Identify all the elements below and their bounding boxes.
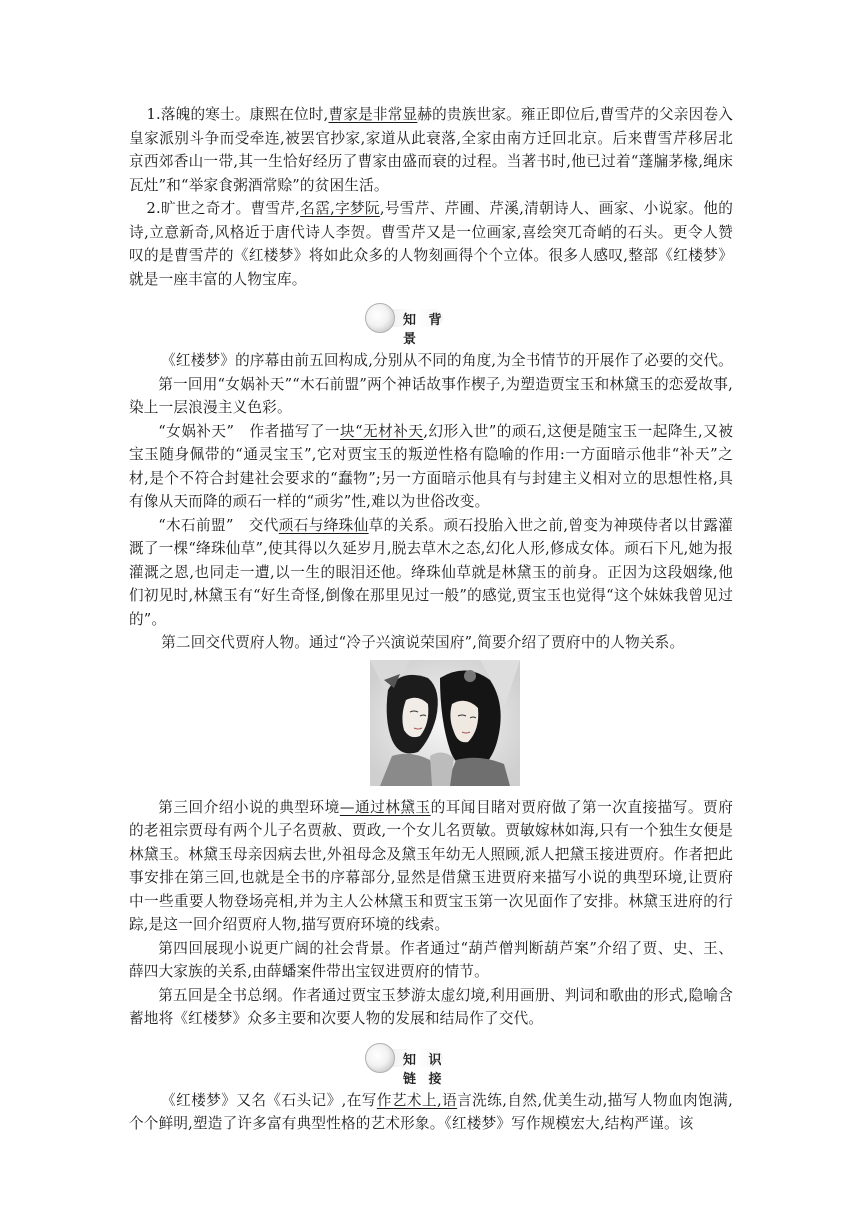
section-title: 知 背 景: [403, 313, 446, 347]
section-title: 知 识 链 接: [403, 1052, 446, 1087]
underlined-phrase: —通过林黛玉: [339, 798, 431, 816]
underlined-phrase: 曹家是非常显: [328, 106, 418, 123]
paragraph-rare-talent: 2.旷世之奇才。曹雪芹,名霑,字梦阮,号雪芹、芹圃、芹溪,清朝诗人、画家、小说家。他的诗,立意新奇,风格近于唐代诗人李贺。曹雪芹又是一位画家,喜绘突兀奇峭的石头。更令人赞叹的是曹雪芹的《红楼梦》将如此众多的人物刻画得个个立体。很多人感叹,整部《红楼梦》就是一座丰富的人物宝库。: [129, 200, 734, 288]
paragraph-chapter3: 第三回介绍小说的典型环境—通过林黛玉的耳闻目睹对贾府做了第一次直接描写。贾府的老祖宗贾母有两个儿子名贾赦、贾政,一个女儿名贾敏。贾敏嫁林如海,只有一个独生女便是林黛玉。林黛玉母亲因病去世,外祖母念及黛玉年幼无人照顾,派人把黛玉接进贾府。作者把此事安排在第三回,也就是全书的序幕部分,显然是借黛玉进贾府来描写小说的典型环境,让贾府中一些重要人物登场亮相,并为主人公林黛玉和贾宝玉第一次见面作了安排。林黛玉进府的行踪,是这一回介绍贾府人物,描写贾府环境的线索。: [129, 798, 733, 933]
heading-badge: [365, 1043, 447, 1087]
section-heading-background: [129, 297, 733, 347]
paragraph-knowledge: 《红楼梦》又名《石头记》,在写作艺术上,语言洗练,自然,优美生动,描写人物血肉饱满,个个鲜明,塑造了许多富有典型性格的艺术形象。《红楼梦》写作规模宏大,结构严谨。该: [129, 1091, 733, 1132]
paragraph-poor-scholar: 1.落魄的寒士。康熙在位时,曹家是非常显赫的贵族世家。雍正即位后,曹雪芹的父亲因卷入皇家派别斗争而受牵连,被罢官抄家,家道从此衰落,全家由南方迁回北京。后来曹雪芹移居北京西郊香山一带,其一生恰好经历了曹家由盛而衰的过程。当著书时,他已过着“蓬牖茅椽,绳床瓦灶”和“举家食粥酒常赊”的贫困生活。: [129, 106, 733, 194]
document-body: [129, 103, 733, 1136]
paragraph-mushi: “木石前盟” 交代顽石与绛珠仙草的关系。顽石投胎入世之前,曾变为神瑛侍者以甘露灌溉了一棵“绛珠仙草”,使其得以久延岁月,脱去草木之态,幻化人形,修成女体。顽石下凡,她为报灌溉之恩,也同走一遭,以一生的眼泪还他。绛珠仙草就是林黛玉的前身。正因为这段姻缘,他们初见时,林黛玉有“好生奇怪,倒像在那里见过一般”的感觉,贾宝玉也觉得“这个妹妹我曾见过的”。: [129, 516, 733, 628]
section-heading-knowledge-link: [129, 1037, 733, 1087]
paragraph-chapter2: 第二回交代贾府人物。通过“冷子兴演说荣国府”,简要介绍了贾府中的人物关系。: [161, 634, 685, 651]
underlined-phrase: 顽石与绛珠仙: [278, 516, 369, 534]
couple-illustration: [370, 660, 520, 786]
illustration-image: [370, 660, 520, 786]
heading-badge: [365, 303, 447, 347]
paragraph-chapter1: 第一回用“女娲补天”“木石前盟”两个神话故事作楔子,为塑造贾宝玉和林黛玉的恋爱故事,染上一层浪漫主义色彩。: [129, 375, 733, 416]
paragraph-chapter4: 第四回展现小说更广阔的社会背景。作者通过“葫芦僧判断葫芦案”介绍了贾、史、王、薛四大家族的关系,由薛蟠案件带出宝钗进贾府的情节。: [129, 939, 733, 980]
underlined-phrase: 作艺术上,语: [376, 1091, 458, 1109]
circle-icon: [365, 1043, 395, 1073]
underlined-phrase: 名霑,字梦阮: [300, 200, 380, 217]
paragraph-chapter5: 第五回是全书总纲。作者通过贾宝玉梦游太虚幻境,利用画册、判词和歌曲的形式,隐喻含蓄地将《红楼梦》众多主要和次要人物的发展和结局作了交代。: [129, 986, 733, 1027]
paragraph-intro: 《红楼梦》的序幕由前五回构成,分别从不同的角度,为全书情节的开展作了必要的交代。: [161, 352, 733, 369]
paragraph-nuwa: “女娲补天” 作者描写了一块“无材补天,幻形入世”的顽石,这便是随宝玉一起降生,又被宝玉随身佩带的“通灵宝玉”,它对贾宝玉的叛逆性格有隐喻的作用:一方面暗示他非“补天”之材,是个不符合封建社会要求的“蠢物”;另一方面暗示他具有与封建主义相对立的思想性格,具有像从天而降的顽石一样的“顽劣”性,难以为世俗改变。: [129, 422, 733, 510]
circle-icon: [365, 303, 395, 333]
underlined-phrase: 块“无材补天: [340, 422, 424, 440]
